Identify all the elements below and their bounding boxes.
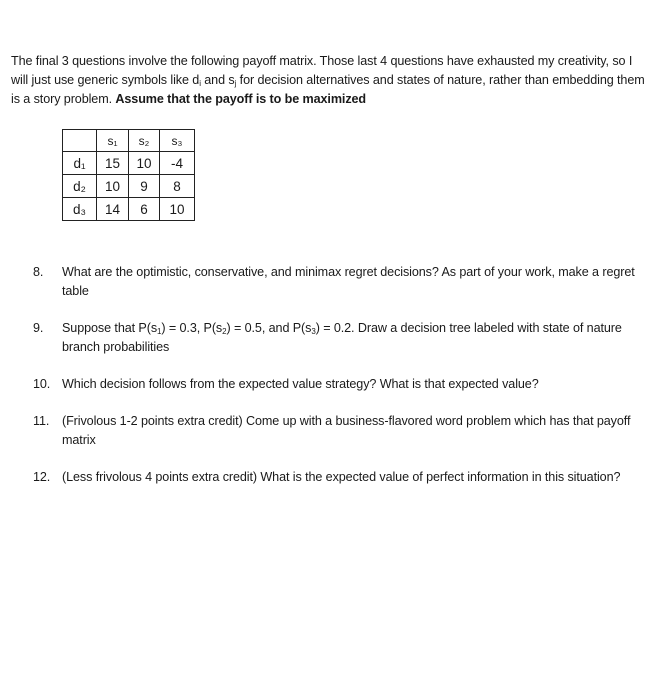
table-row-label: d₁: [63, 152, 97, 175]
question-9-part-1: Suppose that P(s: [62, 321, 158, 335]
intro-text-3: for decision alternatives and states of nature, rather than embedding them is a story problem.: [11, 73, 645, 106]
question-text: (Frivolous 1-2 points extra credit) Come up with a business-flavored word problem which has that payoff matrix: [62, 414, 631, 447]
question-9-part-4: ) = 0.2. Draw a decision tree labeled with state of nature branch probabilities: [62, 321, 622, 354]
table-row: [63, 175, 195, 198]
table-cell: 6: [129, 198, 160, 221]
table-row: [63, 152, 195, 175]
question-9-sub-3: 3: [311, 327, 316, 336]
payoff-matrix-table: [62, 129, 195, 221]
table-cell: 9: [129, 175, 160, 198]
question-9-part-3: ) = 0.5, and P(s: [226, 321, 312, 335]
table-header-cell: s₂: [129, 130, 160, 152]
table-cell: 10: [160, 198, 195, 221]
question-9-sub-1: 1: [157, 327, 162, 336]
intro-sub-d: i: [199, 79, 201, 88]
table-cell: 10: [97, 175, 129, 198]
table-cell: 8: [160, 175, 195, 198]
question-number: 12.: [33, 470, 51, 484]
table-cell: 10: [129, 152, 160, 175]
question-8: [33, 263, 648, 301]
table-row-label: d₂: [63, 175, 97, 198]
question-12: [33, 468, 648, 487]
table-row-label: d₃: [63, 198, 97, 221]
question-number: 11.: [33, 414, 50, 428]
question-number: 10.: [33, 377, 51, 391]
question-10: [33, 375, 648, 394]
intro-sub-s: j: [234, 79, 237, 88]
table-header-row: [63, 130, 195, 152]
question-text: Which decision follows from the expected value strategy? What is that expected value?: [62, 377, 539, 391]
question-9: [33, 319, 648, 357]
question-9-sub-2: 2: [222, 327, 227, 336]
intro-text-1: The final 3 questions involve the following payoff matrix. Those last 4 questions have exhausted my creativity, so I will just use generic symbols like d: [11, 54, 633, 87]
table-cell: -4: [160, 152, 195, 175]
question-11: [33, 412, 648, 450]
table-header-cell: [63, 130, 97, 152]
question-number: 9.: [33, 321, 44, 335]
intro-paragraph: [11, 52, 651, 109]
question-9-part-2: ) = 0.3, P(s: [161, 321, 223, 335]
table-header-cell: s₁: [97, 130, 129, 152]
table-cell: 15: [97, 152, 129, 175]
intro-text-2: and s: [200, 73, 235, 87]
question-number: 8.: [33, 265, 44, 279]
intro-bold-instruction: Assume that the payoff is to be maximized: [115, 92, 367, 106]
question-list: [33, 263, 648, 487]
question-text: [62, 319, 648, 357]
table-row: [63, 198, 195, 221]
question-text: What are the optimistic, conservative, and minimax regret decisions? As part of your work, make a regret table: [62, 265, 635, 298]
question-text: (Less frivolous 4 points extra credit) What is the expected value of perfect information in this situation?: [62, 470, 621, 484]
table-cell: 14: [97, 198, 129, 221]
table-header-cell: s₃: [160, 130, 195, 152]
